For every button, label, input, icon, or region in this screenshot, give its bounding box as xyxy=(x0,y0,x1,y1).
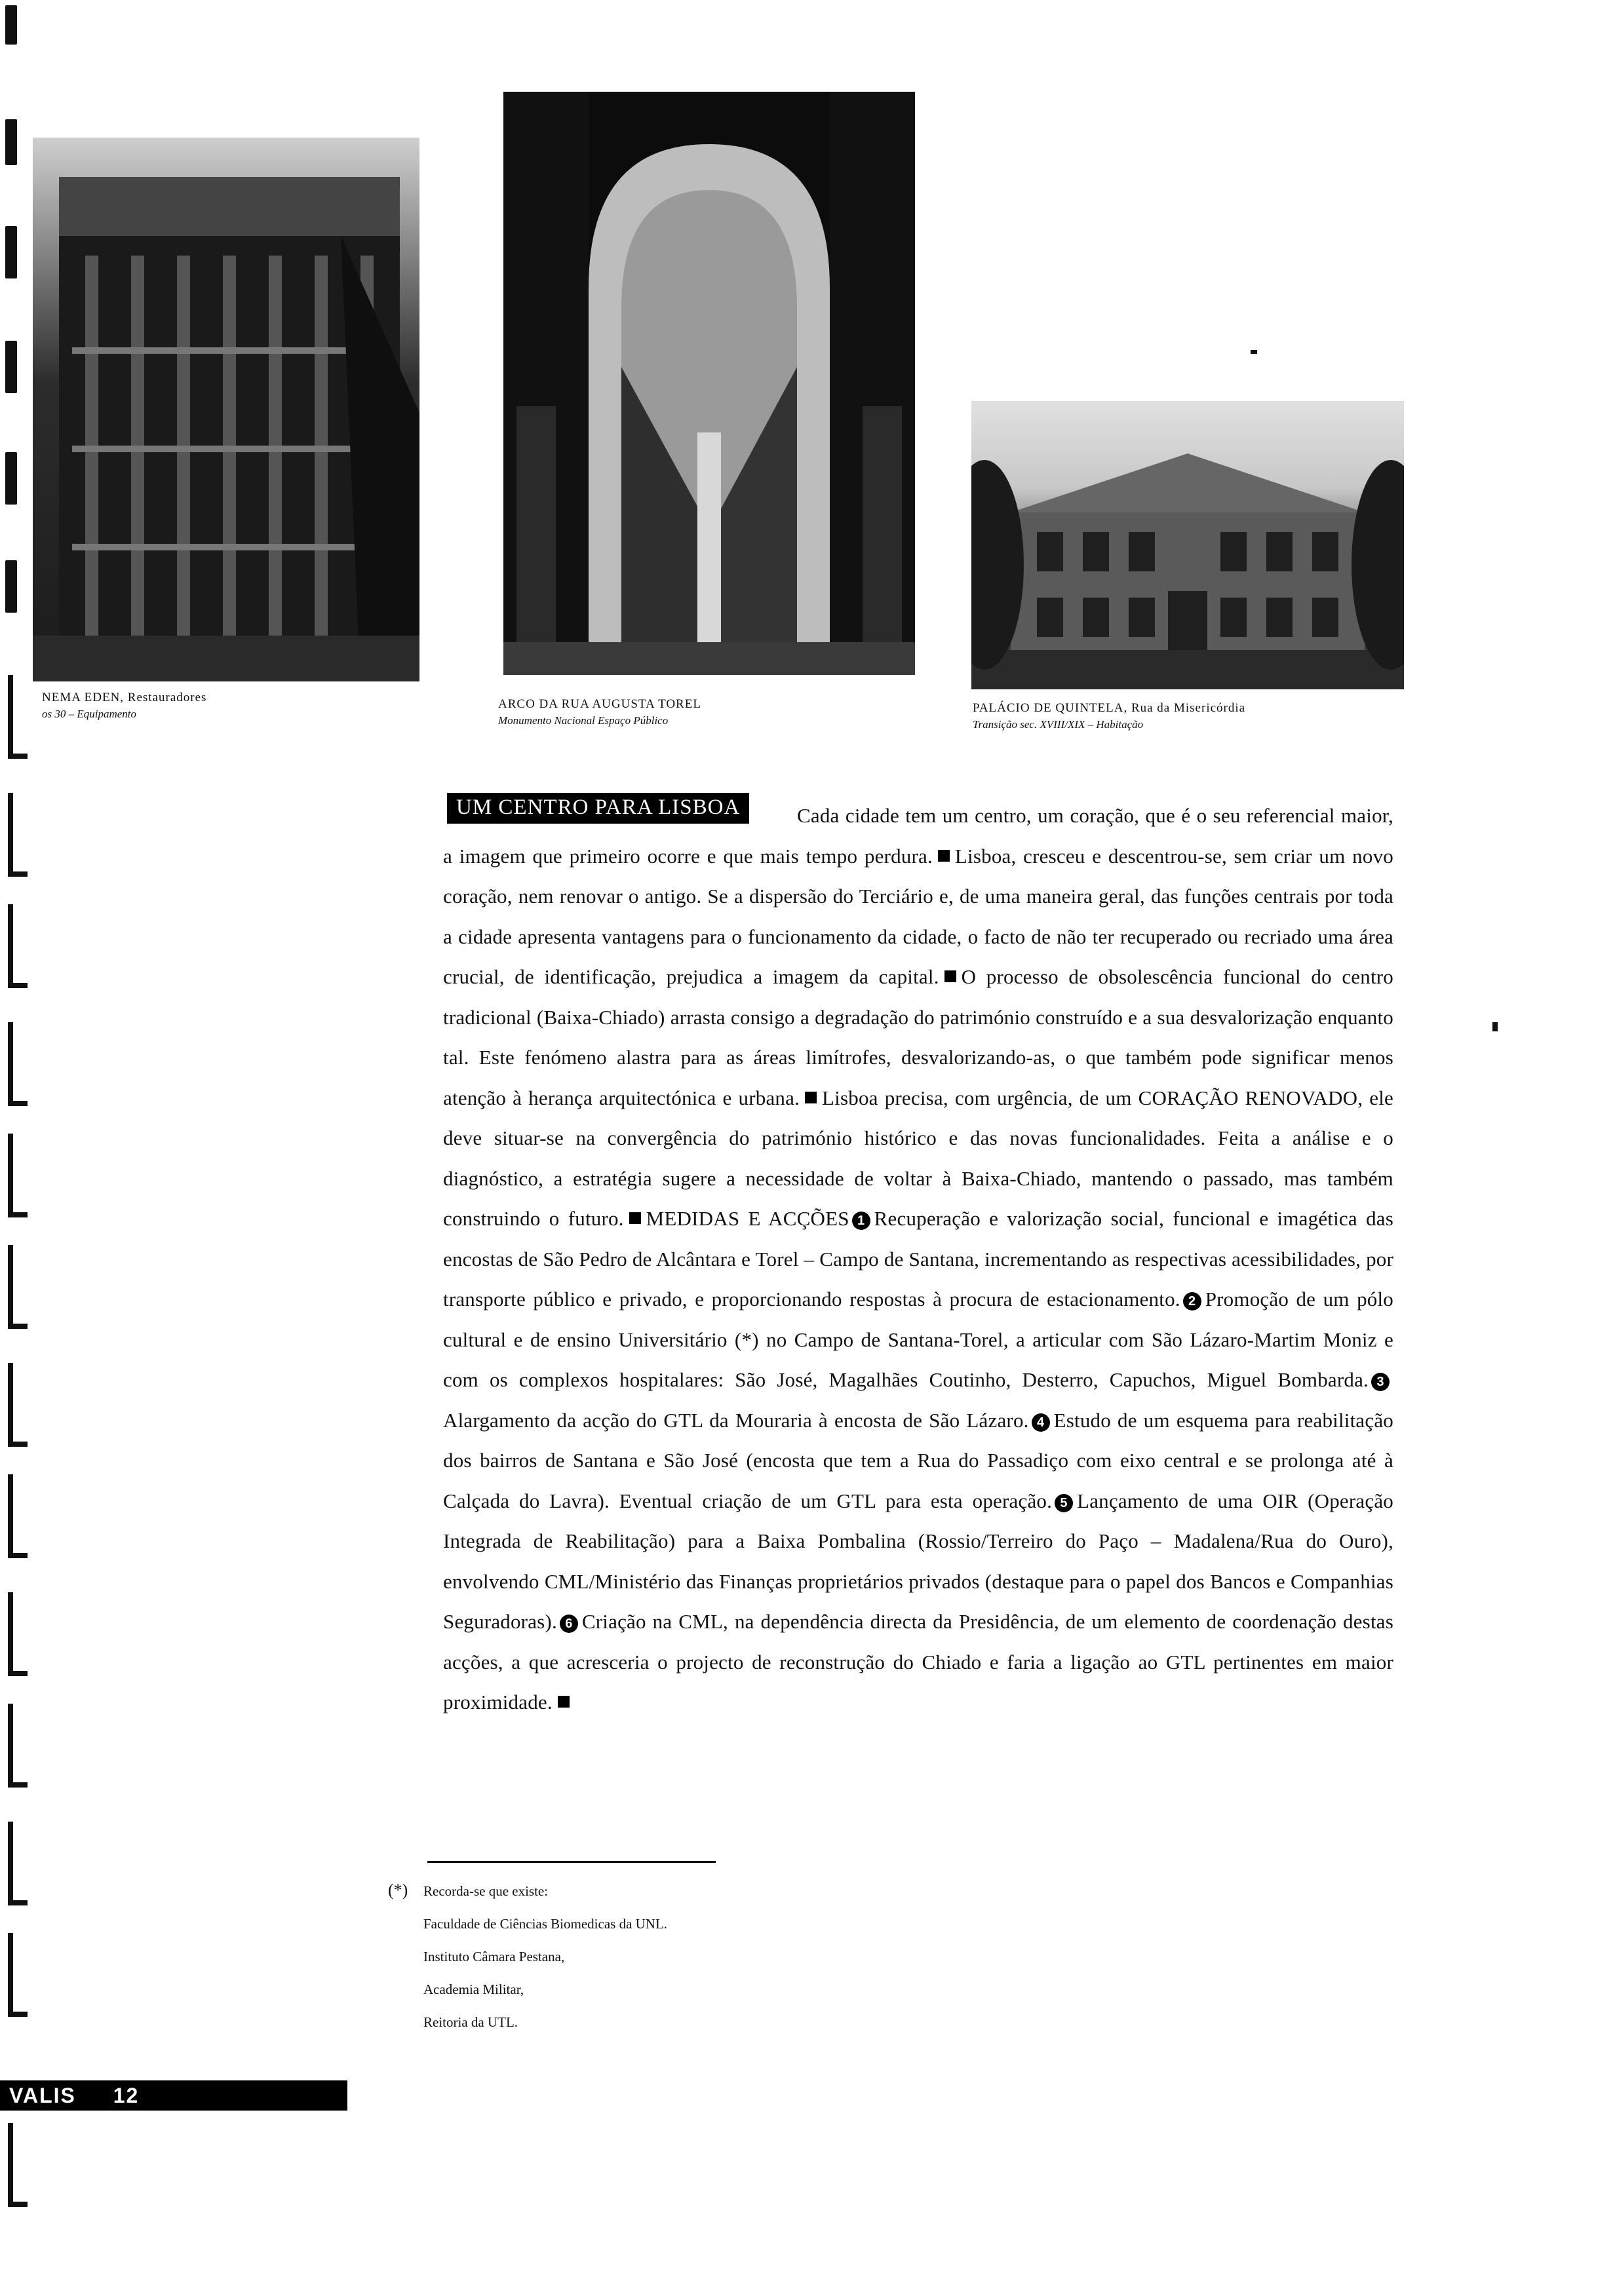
binding-mark xyxy=(5,226,17,278)
measure-number: 1 xyxy=(852,1212,870,1230)
footnote-mark: (*) xyxy=(388,1881,408,1900)
measure-3: Alargamento da acção do GTL da Mouraria à encosta de São Lázaro. xyxy=(443,1408,1029,1432)
paragraph-heart-a: Lisboa precisa, com urgência, de um xyxy=(822,1086,1132,1109)
binding-mark xyxy=(8,1134,28,1217)
binding-mark xyxy=(5,119,17,165)
binding-mark xyxy=(8,1474,28,1558)
photo-caption-2 xyxy=(498,697,701,727)
separator-square xyxy=(938,850,950,862)
footnote-item: Faculdade de Ciências Biomedicas da UNL. xyxy=(423,1916,668,1932)
measure-4: Estudo de um esquema para reabilitação dos bairros de Santana e São José (encosta que tem a Rua do Passadiço com eixo central e se prolonga até à Calçada do Lavra). Eventual criação de um GTL para esta operação. xyxy=(443,1408,1393,1512)
caption-subtitle: Monumento Nacional Espaço Público xyxy=(498,714,669,727)
footnote-item: Academia Militar, xyxy=(423,1981,524,1997)
binding-mark xyxy=(5,341,17,393)
caption-title: PALÁCIO DE QUINTELA, Rua da Misericórdia xyxy=(973,701,1246,715)
measure-2: Promoção de um pólo cultural e de ensino Universitário (*) no Campo de Santana-Torel, a articular com São Lázaro-Martim Moniz e com os complexos hospitalares: São José, Magalhães Coutinho, Desterro, Capuchos, Miguel Bombarda. xyxy=(443,1288,1393,1391)
measure-number: 2 xyxy=(1183,1292,1201,1311)
measures-label: MEDIDAS E ACÇÕES xyxy=(646,1207,849,1230)
page-footer xyxy=(0,2080,347,2111)
photo-caption-3 xyxy=(973,701,1245,731)
binding-mark xyxy=(8,1822,28,1905)
binding-mark xyxy=(8,1363,28,1447)
paragraph-intro: Cada cidade tem um centro, um coração, que é o seu referencial maior, a imagem que primeiro ocorre e que mais tempo perdura. xyxy=(443,804,1393,868)
measure-6: Criação na CML, na dependência directa da Presidência, de um elemento de coordenação destas acções, a que acresceria o projecto de reconstrução do Chiado e faria a ligação ao GTL pertinentes em maior proximidade. xyxy=(443,1610,1393,1713)
page-number: 12 xyxy=(113,2084,140,2107)
binding-mark xyxy=(5,5,17,45)
paragraph-obsolescence: O processo de obsolescência funcional do centro tradicional (Baixa-Chiado) arrasta consigo a degradação do património construído e a sua desvalorização enquanto tal. Este fenómeno alastra para as áreas limítrofes, desvalorizando-as, o que também pode significar menos atenção à herança arquitectónica e urbana. xyxy=(443,965,1393,1109)
caption-subtitle: os 30 – Equipamento xyxy=(42,708,137,720)
photo-eden-building xyxy=(33,138,419,681)
binding-mark xyxy=(8,1704,28,1788)
footnote-item: Instituto Câmara Pestana, xyxy=(423,1949,565,1964)
binding-mark xyxy=(8,1592,28,1676)
footnote-rule xyxy=(427,1861,716,1863)
binding-mark xyxy=(5,452,17,505)
caption-title: NEMA EDEN, Restauradores xyxy=(42,691,207,704)
footnote-item: Reitoria da UTL. xyxy=(423,2014,518,2030)
section-heading: UM CENTRO PARA LISBOA xyxy=(447,793,749,824)
paragraph-heart-emphasis: CORAÇÃO RENOVADO xyxy=(1138,1086,1358,1109)
footnote-intro: Recorda-se que existe: xyxy=(423,1883,549,1899)
measure-number: 4 xyxy=(1032,1413,1050,1432)
binding-mark xyxy=(8,1245,28,1329)
binding-mark xyxy=(8,1022,28,1106)
footnote xyxy=(388,1874,978,2038)
measure-number: 6 xyxy=(560,1615,578,1633)
measure-number: 3 xyxy=(1371,1373,1390,1391)
separator-square xyxy=(629,1212,641,1224)
measure-1: Recuperação e valorização social, funcional e imagética das encostas de São Pedro de Alcântara e Torel – Campo de Santana, incrementando as respectivas acessibilidades, por transporte público e privado, e proporcionando respostas à procura de estacionamento. xyxy=(443,1207,1393,1311)
measure-5: Lançamento de uma OIR (Operação Integrada de Reabilitação) para a Baixa Pombalina (Rossio/Terreiro do Paço – Madalena/Rua do Ouro), envolvendo CML/Ministério das Finanças proprietários privados (destaque para o papel dos Bancos e Companhias Seguradoras). xyxy=(443,1489,1393,1633)
photo-caption-1 xyxy=(42,691,206,721)
binding-mark xyxy=(5,560,17,613)
photo-arco-rua-augusta xyxy=(503,92,915,675)
measure-number: 5 xyxy=(1055,1494,1073,1512)
binding-mark xyxy=(8,904,28,988)
binding-mark xyxy=(8,2123,28,2207)
photo-palacio-quintela xyxy=(971,401,1404,689)
paragraph-dispersion: Lisboa, cresceu e descentrou-se, sem criar um novo coração, nem renovar o antigo. Se a dispersão do Terciário e, de uma maneira geral, das funções centrais por toda a cidade apresenta vantagens para o funcionamento da cidade, o facto de não ter recuperado ou recriado uma área crucial, de identificação, prejudica a imagem da capital. xyxy=(443,844,1393,988)
binding-mark xyxy=(8,675,28,759)
paragraph-heart-b: , ele deve situar-se na convergência do património histórico e das novas funcionalidades. Feita a análise e o diagnóstico, a estratégia sugere a necessidade de voltar à Baixa-Chiado, mantendo o passado, mas também construindo o futuro. xyxy=(443,1086,1393,1230)
separator-square xyxy=(805,1092,817,1103)
print-speck xyxy=(1251,350,1257,354)
footer-brand: VALIS xyxy=(9,2084,76,2107)
caption-subtitle: Transição sec. XVIII/XIX – Habitação xyxy=(973,718,1144,731)
separator-square xyxy=(944,970,956,982)
article-body xyxy=(443,795,1393,1723)
print-speck xyxy=(1492,1022,1498,1031)
end-square xyxy=(558,1696,570,1708)
binding-mark xyxy=(8,793,28,877)
caption-title: ARCO DA RUA AUGUSTA TOREL xyxy=(498,697,701,711)
binding-mark xyxy=(8,1933,28,2017)
